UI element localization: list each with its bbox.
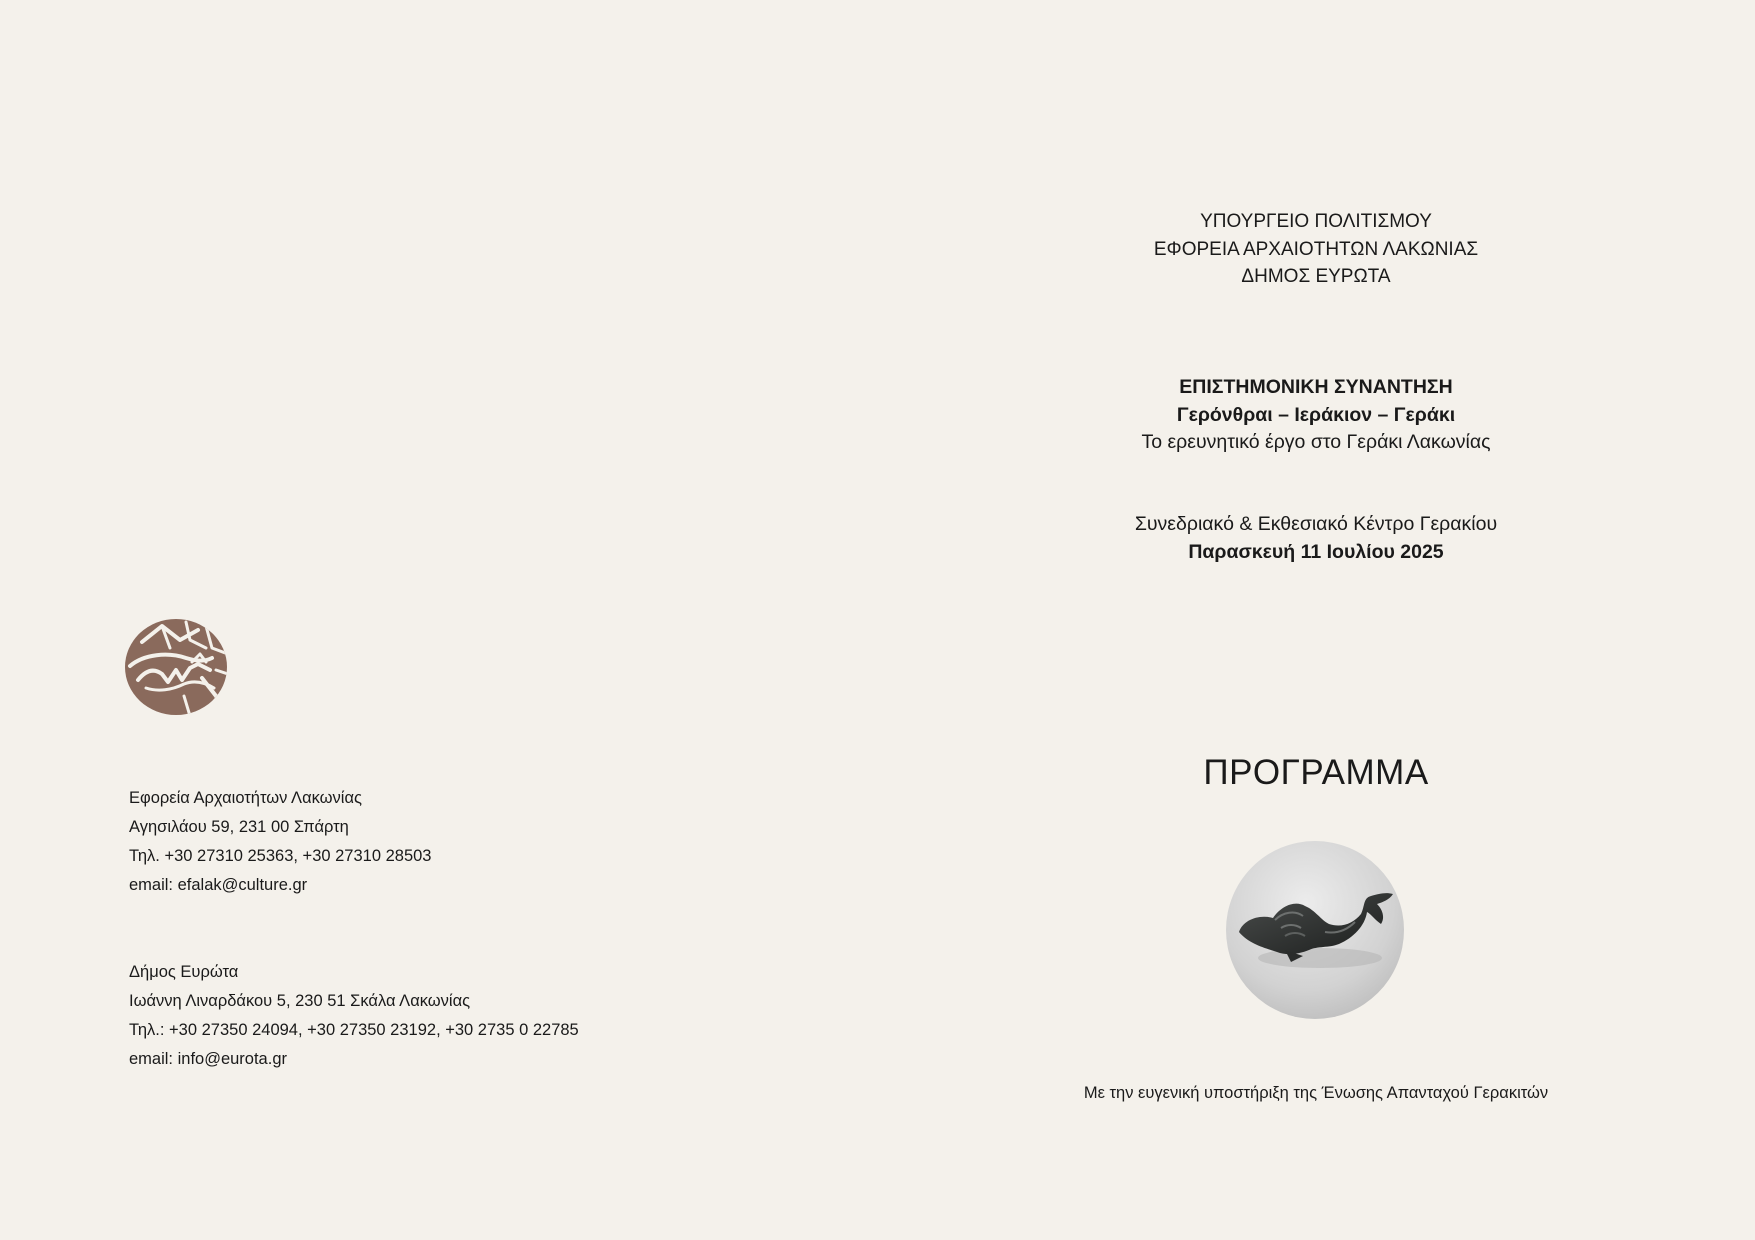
ephorate-logo-icon <box>124 618 228 716</box>
meeting-info <box>877 374 1755 457</box>
bronze-dolphin-figurine-icon <box>1225 840 1405 1020</box>
meeting-title: Γερόνθραι – Ιεράκιον – Γεράκι <box>1176 403 1456 426</box>
support-credit: Με την ευγενική υποστήριξη της Ένωσης Απανταχού Γερακιτών <box>1083 1084 1549 1102</box>
program-title: ΠΡΟΓΡΑΜΜΑ <box>1203 753 1429 792</box>
municipality-email: email: info@eurota.gr <box>129 1050 287 1068</box>
venue-info <box>877 511 1755 566</box>
meeting-subtitle: Το ερευνητικό έργο στο Γεράκι Λακωνίας <box>1141 431 1491 453</box>
venue-date: Παρασκευή 11 Ιουλίου 2025 <box>1188 540 1444 563</box>
municipality-name: Δήμος Ευρώτα <box>129 963 239 981</box>
ephorate-contact <box>129 784 431 900</box>
ephorate-line: ΕΦΟΡΕΙΑ ΑΡΧΑΙΟΤΗΤΩΝ ΛΑΚΩΝΙΑΣ <box>1153 238 1479 260</box>
ephorate-name: Εφορεία Αρχαιοτήτων Λακωνίας <box>129 789 362 807</box>
ephorate-email: email: efalak@culture.gr <box>129 876 308 894</box>
ministry-line: ΥΠΟΥΡΓΕΙΟ ΠΟΛΙΤΙΣΜΟΥ <box>1200 211 1432 232</box>
ephorate-phone: Τηλ. +30 27310 25363, +30 27310 28503 <box>129 847 432 865</box>
municipality-contact <box>129 958 579 1074</box>
front-cover <box>877 0 1755 1240</box>
municipality-phone: Τηλ.: +30 27350 24094, +30 27350 23192, +30 2735 0 22785 <box>129 1021 579 1039</box>
back-cover <box>0 0 877 1240</box>
ephorate-address: Αγησιλάου 59, 231 00 Σπάρτη <box>129 818 349 836</box>
municipality-line: ΔΗΜΟΣ ΕΥΡΩΤΑ <box>1241 266 1391 287</box>
ministry-header <box>877 208 1755 291</box>
municipality-address: Ιωάννη Λιναρδάκου 5, 230 51 Σκάλα Λακωνίας <box>129 992 471 1010</box>
venue-place: Συνεδριακό & Εκθεσιακό Κέντρο Γερακίου <box>1134 513 1498 535</box>
meeting-heading: ΕΠΙΣΤΗΜΟΝΙΚΗ ΣΥΝΑΝΤΗΣΗ <box>1179 376 1453 398</box>
